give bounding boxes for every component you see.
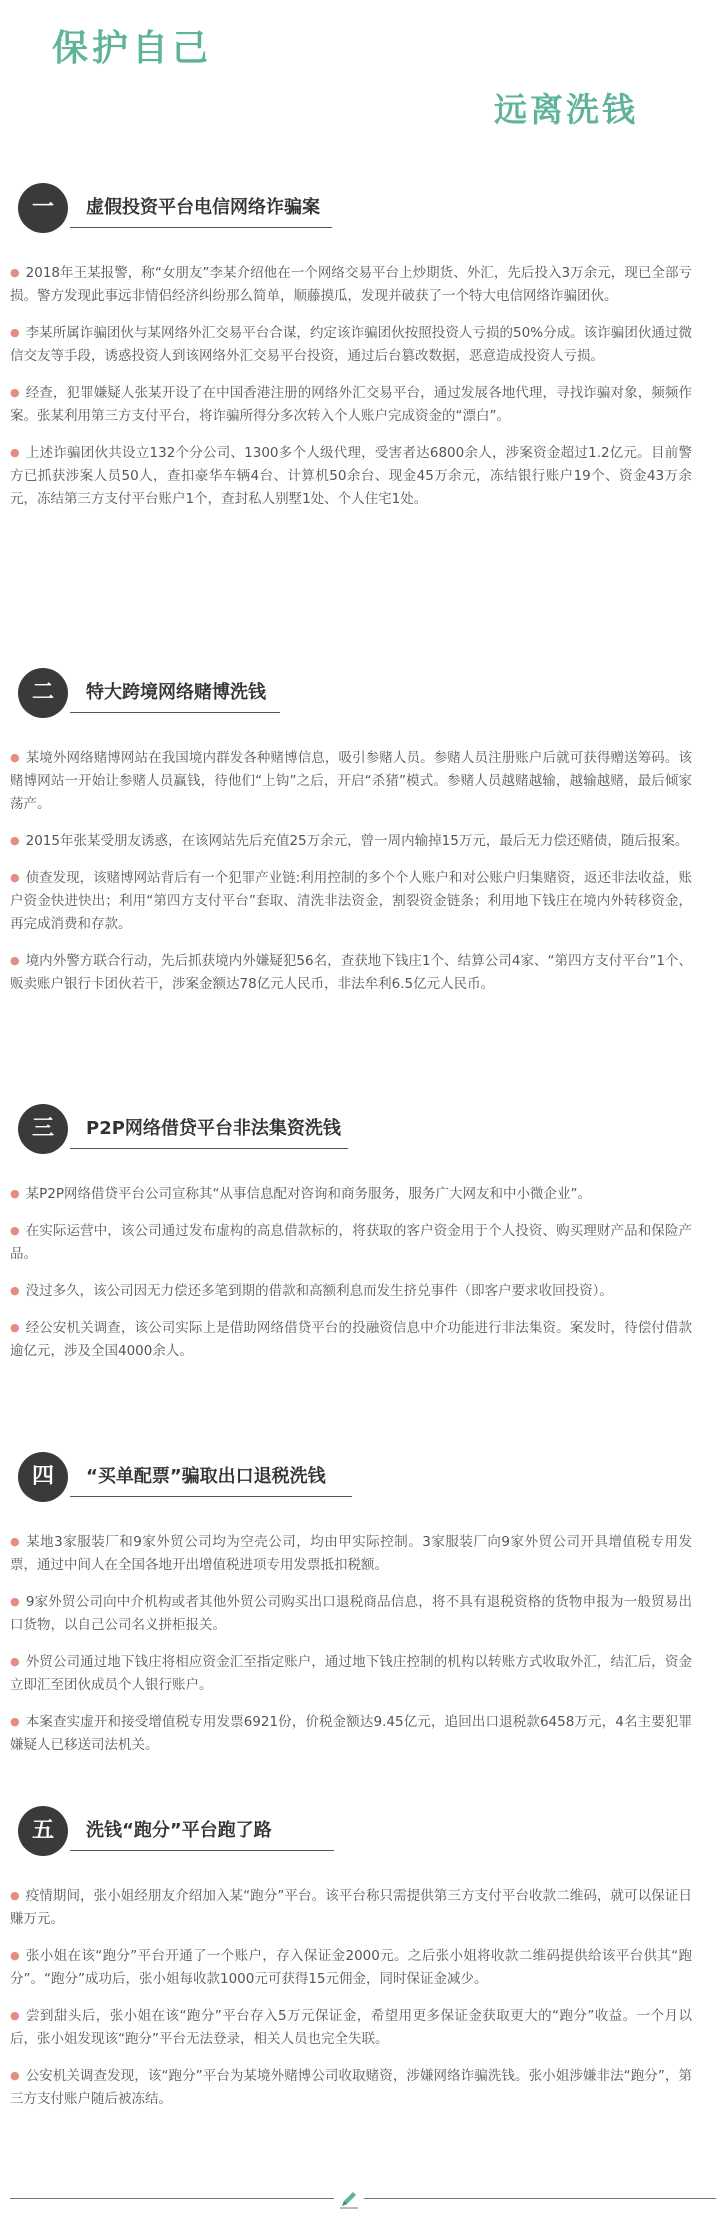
bullet-icon: ● — [10, 1655, 20, 1668]
paragraph: ● 张小姐在该“跑分”平台开通了一个账户，存入保证金2000元。之后张小姐将收款二维码提供给该平台供其“跑分”。“跑分”成功后，张小姐每收款1000元可获得15元佣金，同时保证金减少。 — [10, 1948, 692, 1987]
bullet-icon: ● — [10, 326, 20, 339]
bullet-icon: ● — [10, 954, 20, 967]
paragraph: ● 经查，犯罪嫌疑人张某开设了在中国香港注册的网络外汇交易平台，通过发展各地代理，寻找诈骗对象，频频作案。张某利用第三方支付平台，将诈骗所得分多次转入个人账户完成资金的“漂白”。 — [10, 385, 692, 424]
section-4 — [0, 1452, 727, 1753]
bullet-icon: ● — [10, 2069, 20, 2082]
bullet-icon: ● — [10, 1321, 20, 1334]
paragraph: ● 没过多久，该公司因无力偿还多笔到期的借款和高额利息而发生挤兑事件（即客户要求收回投资）。 — [10, 1283, 613, 1299]
title-underline — [70, 1850, 334, 1851]
main-title: 保护自己 — [52, 28, 213, 69]
bullet-icon: ● — [10, 1187, 20, 1200]
section-3 — [0, 1104, 727, 1359]
section-body — [10, 261, 692, 524]
section-header — [0, 668, 727, 720]
bullet-icon: ● — [10, 1889, 20, 1902]
section-title: “买单配票”骗取出口退税洗钱 — [86, 1466, 326, 1487]
bullet-icon: ● — [10, 871, 20, 884]
section-number-badge: 三 — [18, 1104, 68, 1154]
section-body — [10, 1182, 692, 1376]
section-body — [10, 1530, 692, 1770]
paragraph: ● 在实际运营中，该公司通过发布虚构的高息借款标的，将获取的客户资金用于个人投资、购买理财产品和保险产品。 — [10, 1223, 692, 1262]
bullet-icon: ● — [10, 266, 20, 279]
paragraph: ● 经公安机关调查，该公司实际上是借助网络借贷平台的投融资信息中介功能进行非法集资。案发时，待偿付借款逾亿元，涉及全国4000余人。 — [10, 1320, 692, 1359]
section-body — [10, 1884, 692, 2124]
bullet-icon: ● — [10, 1284, 20, 1297]
section-number-badge: 二 — [18, 668, 68, 718]
paragraph: ● 尝到甜头后，张小姐在该“跑分”平台存入5万元保证金，希望用更多保证金获取更大的“跑分”收益。一个月以后，张小姐发现该“跑分”平台无法登录，相关人员也完全失联。 — [10, 2008, 692, 2047]
title-underline — [70, 227, 332, 228]
paragraph: ● 某P2P网络借贷平台公司宣称其“从事信息配对咨询和商务服务，服务广大网友和中小微企业”。 — [10, 1186, 591, 1202]
bullet-icon: ● — [10, 446, 20, 459]
section-header — [0, 1806, 727, 1858]
section-5 — [0, 1806, 727, 2107]
paragraph: ● 2018年王某报警，称“女朋友”李某介绍他在一个网络交易平台上炒期货、外汇，先后投入3万余元，现已全部亏损。警方发现此事远非情侣经济纠纷那么简单，顺藤摸瓜，发现并破获了一个特大电信网络诈骗团伙。 — [10, 265, 692, 304]
paragraph: ● 公安机关调查发现，该“跑分”平台为某境外赌博公司收取赌资，涉嫌网络诈骗洗钱。张小姐涉嫌非法“跑分”，第三方支付账户随后被冻结。 — [10, 2068, 692, 2107]
title-underline — [70, 712, 280, 713]
section-number-badge: 五 — [18, 1806, 68, 1856]
bullet-icon: ● — [10, 1535, 21, 1548]
section-header — [0, 183, 727, 235]
bullet-icon: ● — [10, 2009, 21, 2022]
paragraph: ● 本案查实虚开和接受增值税专用发票6921份，价税金额达9.45亿元，追回出口退税款6458万元，4名主要犯罪嫌疑人已移送司法机关。 — [10, 1714, 693, 1753]
paragraph: ● 疫情期间，张小姐经朋友介绍加入某“跑分”平台。该平台称只需提供第三方支付平台收款二维码，就可以保证日赚万元。 — [10, 1888, 692, 1927]
pen-icon — [338, 2188, 360, 2210]
bullet-icon: ● — [10, 1949, 20, 1962]
divider-line-left — [10, 2198, 334, 2199]
section-header — [0, 1452, 727, 1504]
bullet-icon: ● — [10, 834, 20, 847]
paragraph: ● 某地3家服装厂和9家外贸公司均为空壳公司，均由甲实际控制。3家服装厂向9家外贸公司开具增值税专用发票，通过中间人在全国各地开出增值税进项专用发票抵扣税额。 — [10, 1534, 692, 1573]
divider-line-right — [364, 2198, 716, 2199]
bullet-icon: ● — [10, 1224, 20, 1237]
bullet-icon: ● — [10, 751, 20, 764]
paragraph: ● 李某所属诈骗团伙与某网络外汇交易平台合谋，约定该诈骗团伙按照投资人亏损的50%分成。该诈骗团伙通过微信交友等手段，诱惑投资人到该网络外汇交易平台投资，通过后台篡改数据，恶意造成投资人亏损。 — [10, 325, 692, 364]
section-header — [0, 1104, 727, 1156]
section-number-badge: 四 — [18, 1452, 68, 1502]
sub-title: 远离洗钱 — [494, 90, 638, 129]
paragraph: ● 2015年张某受朋友诱惑，在该网站先后充值25万余元，曾一周内输掉15万元，最后无力偿还赌债，随后报案。 — [10, 833, 689, 849]
paragraph: ● 上述诈骗团伙共设立132个分公司、1300多个人级代理，受害者达6800余人，涉案资金超过1.2亿元。目前警方已抓获涉案人员50人，查扣豪华车辆4台、计算机50余台、现金45万余元，冻结银行账户19个、资金43万余元，冻结第三方支付平台账户1个，查封私人别墅1处、个人住宅1处。 — [10, 445, 692, 507]
section-2 — [0, 668, 727, 992]
section-title: 虚假投资平台电信网络诈骗案 — [86, 197, 320, 218]
paragraph: ● 境内外警方联合行动，先后抓获境内外嫌疑犯56名，查获地下钱庄1个、结算公司4家、“第四方支付平台”1个、贩卖账户银行卡团伙若干，涉案金额达78亿元人民币，非法牟利6.5亿元人民币。 — [10, 953, 692, 992]
section-body — [10, 746, 692, 1009]
bullet-icon: ● — [10, 1715, 20, 1728]
section-number-badge: 一 — [18, 183, 68, 233]
section-title: 特大跨境网络赌博洗钱 — [86, 682, 266, 703]
bullet-icon: ● — [10, 386, 20, 399]
paragraph: ● 9家外贸公司向中介机构或者其他外贸公司购买出口退税商品信息，将不具有退税资格的货物申报为一般贸易出口货物，以自己公司名义拼柜报关。 — [10, 1594, 692, 1633]
paragraph: ● 外贸公司通过地下钱庄将相应资金汇至指定账户，通过地下钱庄控制的机构以转账方式收取外汇，结汇后，资金立即汇至团伙成员个人银行账户。 — [10, 1654, 692, 1693]
bullet-icon: ● — [10, 1595, 20, 1608]
footer-divider — [0, 2190, 727, 2210]
section-1 — [0, 183, 727, 507]
title-underline — [70, 1148, 348, 1149]
title-underline — [70, 1496, 352, 1497]
paragraph: ● 侦查发现，该赌博网站背后有一个犯罪产业链:利用控制的多个个人账户和对公账户归集赌资，返还非法收益，账户资金快进快出；利用“第四方支付平台”套取、清洗非法资金，割裂资金链条；利用地下钱庄在境内外转移资金，再完成消费和存款。 — [10, 870, 692, 932]
section-title: 洗钱“跑分”平台跑了路 — [86, 1820, 272, 1841]
paragraph: ● 某境外网络赌博网站在我国境内群发各种赌博信息，吸引参赌人员。参赌人员注册账户后就可获得赠送筹码。该赌博网站一开始让参赌人员赢钱，待他们“上钩”之后，开启“杀猪”模式。参赌人员越赌越输，越输越赌，最后倾家荡产。 — [10, 750, 692, 812]
section-title: P2P网络借贷平台非法集资洗钱 — [86, 1118, 341, 1139]
